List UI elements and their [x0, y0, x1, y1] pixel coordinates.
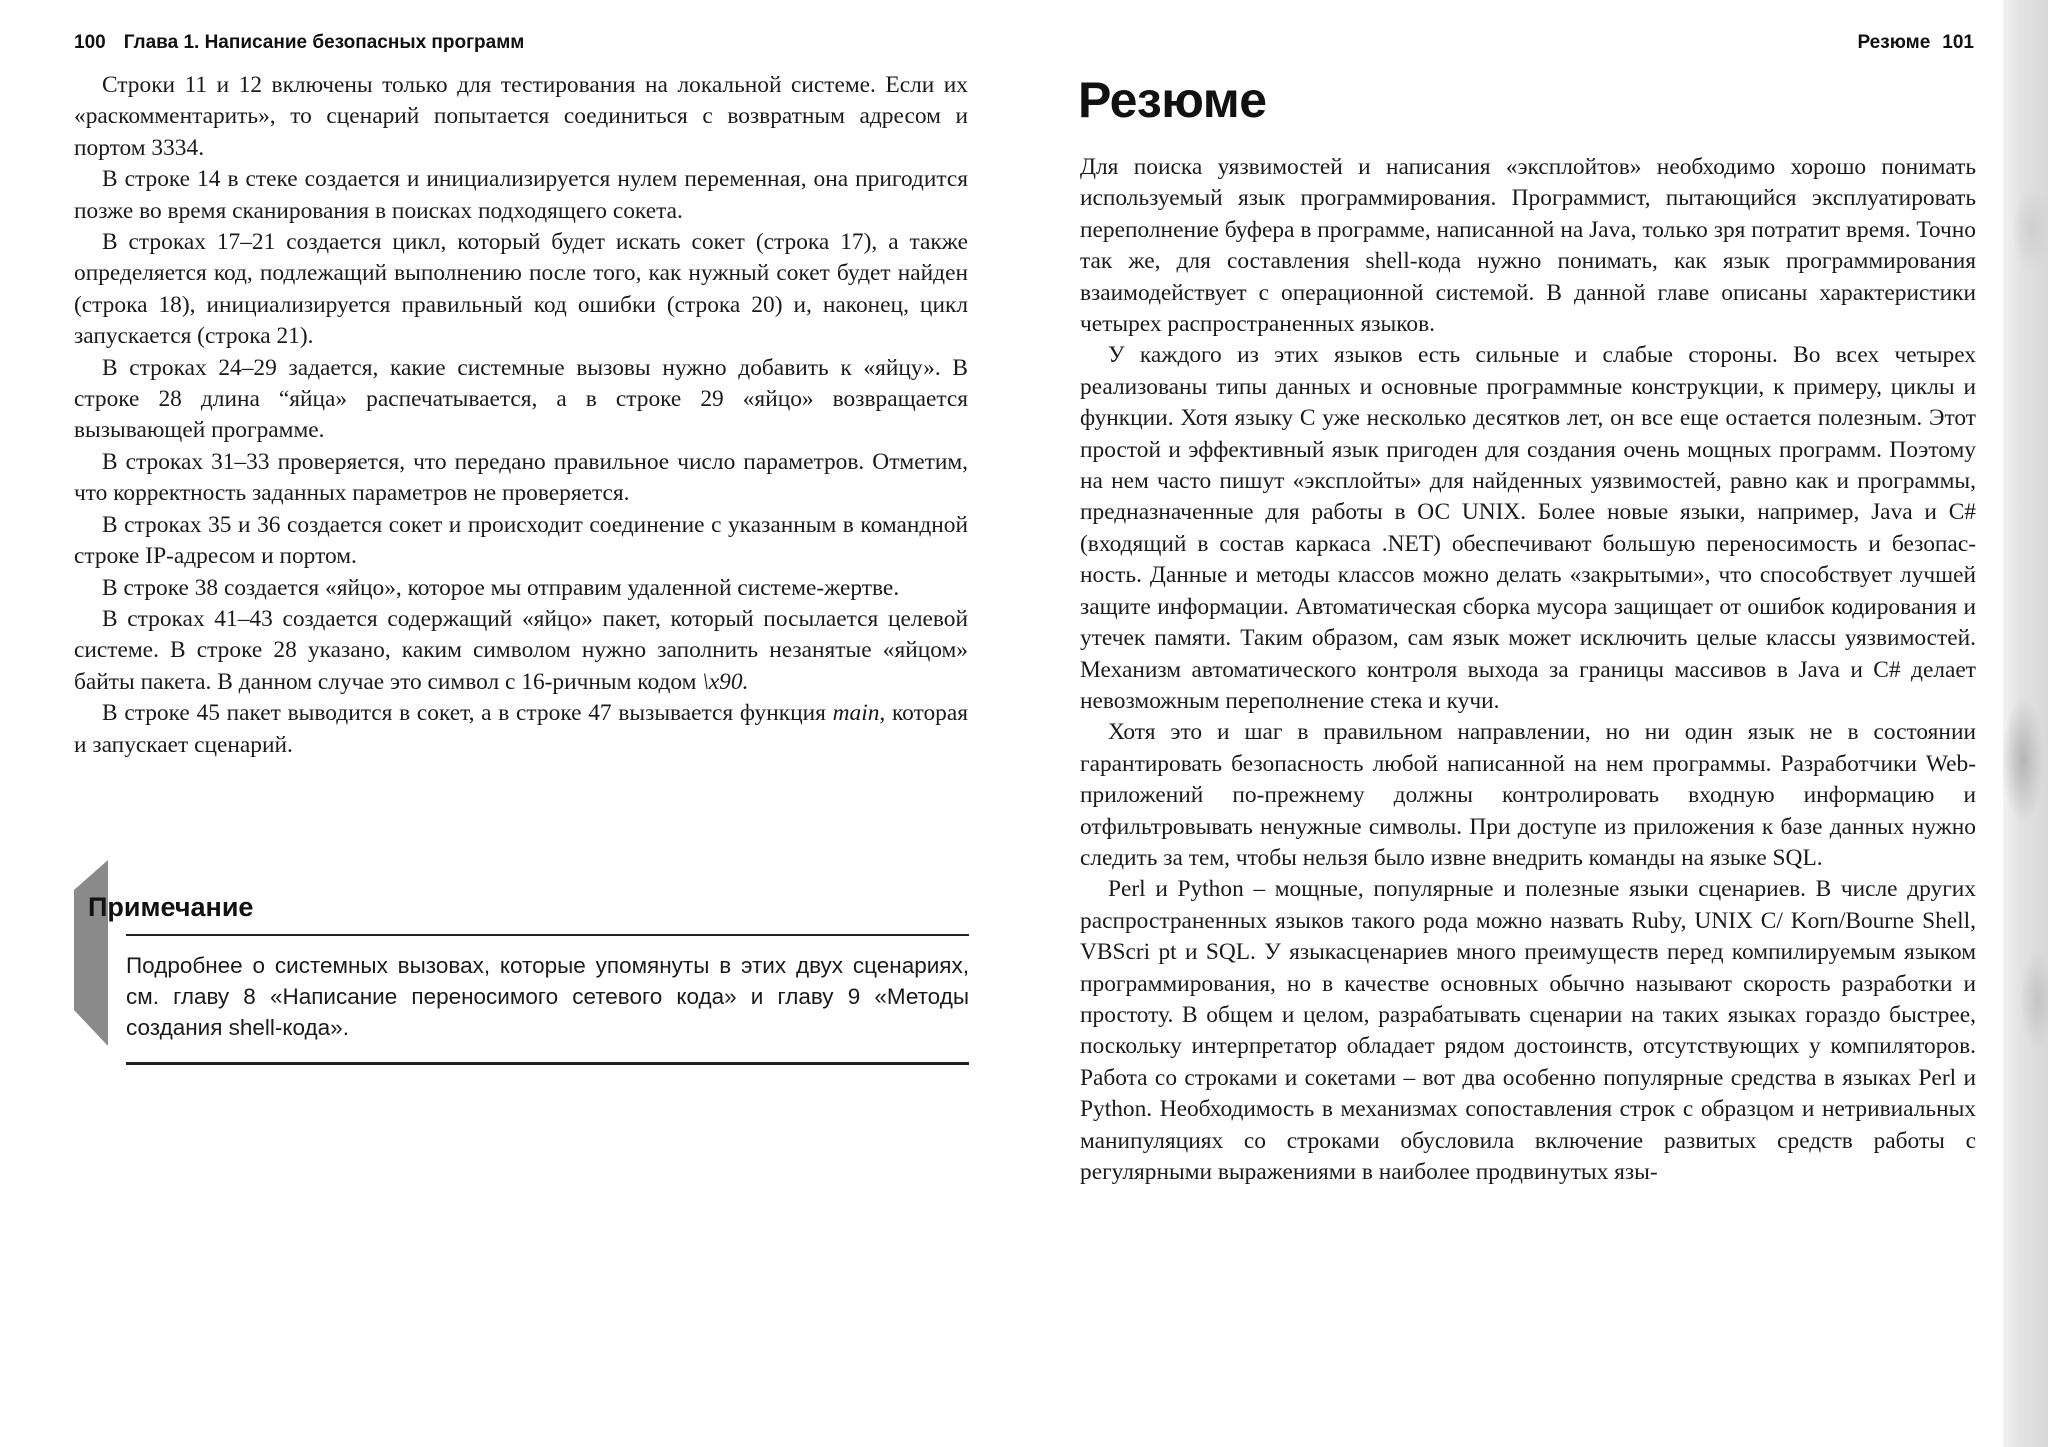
right-page-number: 101 [1942, 32, 1974, 53]
right-section-title: Резюме [1857, 32, 1931, 53]
right-page-text [1080, 152, 1976, 1188]
paragraph-text: В строках 41–43 создается содержащий «яйцо» пакет, который посылается целевой системе. В строке 28 указано, каким символом нужно заполнить незанятые «яйцом» байты пакета. В данном случае это символ с 16-ричным кодом [74, 605, 968, 695]
paragraph: В строке 38 создается «яйцо», которое мы отправим удаленной системе-жертве. [102, 574, 900, 601]
note-body: Подробнее о системных вызовах, которые упомянуты в этих двух сценариях, см. главу 8 «Написание переносимого сетевого кода» и главу 9 «Методы создания shell-кода». [126, 953, 969, 1040]
paragraph: Perl и Python – мощные, популярные и полезные языки сценариев. В числе других распространенных языков такого рода можно назвать Ruby, UNIX C/ Korn/Bourne Shell, VBScri pt и SQL. У языкасценариев много преимуществ перед компилируемым языком программирования, но в качестве основных обычно называют скорость разработки и простоту. В общем и целом, разрабатывать сценарии на таких языках гораздо быстрее, поскольку интерпретатор обладает рядом достоинств, отсутствующих у компиляторов. Работа со строками и сокетами – вот два особенно популярные средства в языках Perl и Python. Необходимость в механизмах сопоставления строк с образцом и нетривиальных манипуляциях со строками обусловила включение развитых средств работы с регулярными выражениями в наиболее продвинутых язы- [1080, 876, 1976, 1185]
note-top-rule [126, 934, 969, 936]
right-running-head [1857, 28, 1974, 58]
page-edge-photo [2003, 0, 2048, 1447]
paragraph [74, 698, 968, 761]
paragraph: В строках 35 и 36 создается сокет и происходит соединение с указанным в командной строке IP-адресом и портом. [74, 511, 968, 570]
code-main: main [832, 700, 880, 727]
left-page-text [74, 70, 968, 761]
section-heading: Резюме [1078, 72, 1267, 128]
paragraph: В строках 17–21 создается цикл, который будет искать сокет (строка 17), а также определяется код, подлежащий выполнению после того, как нужный сокет будет найден (строка 18), инициализируется правильный код ошибки (строка 20) и, наконец, цикл запускается (строка 21). [74, 229, 968, 350]
paragraph: Для поиска уязвимостей и написания «эксплойтов» необходимо хорошо понимать используемый язык программирования. Программист, пытающийся эксплуатировать переполнение буфера в программе, написанной на Java, только зря потратит время. Точно так же, для составления shell-кода нужно понимать, как язык программирования взаимодействует с операционной системой. В данной главе описаны характеристики четырех распространенных языков. [1080, 154, 1976, 338]
note-title: Примечание [88, 892, 254, 922]
left-running-head [74, 28, 524, 58]
paragraph: В строке 14 в стеке создается и инициализируется нулем переменная, она пригодится позже во время сканирования в поисках подходящего сокета. [74, 166, 968, 224]
paragraph: В строках 31–33 проверяется, что передано правильное число параметров. Отметим, что корректность заданных параметров не проверяется. [74, 448, 968, 507]
paragraph-text: В строке 45 пакет выводится в сокет, а в строке 47 вызывается функция [102, 700, 826, 727]
note-bottom-rule [126, 1062, 969, 1065]
left-page-number: 100 [74, 32, 106, 53]
paragraph-tail: , которая и запускает сценарий. [74, 700, 968, 758]
paragraph: У каждого из этих языков есть сильные и слабые стороны. Во всех четырех реализованы типы данных и основные программные конструкции, к примеру, циклы и функции. Хотя языку С уже несколько десятков лет, он все еще остается полезным. Этот простой и эффективный язык пригоден для создания очень мощных программ. Поэтому на нем часто пишут «эксплойты» для найденных уязвимостей, равно как и программы, предназначенные для работы в ОС UNIX. Более новые языки, например, Java и C# (входящий в состав каркаса .NET) обеспечивают большую переносимость и безопасность. Данные и методы классов можно делать «закрытыми», что способствует лучшей защите информации. Автоматическая сборка мусора защищает от ошибок кодирования и утечек памяти. Таким образом, сам язык может исключить целые классы уязвимостей. Механизм автоматического контроля выхода за границы массивов в Java и C# делает невозможным переполнение стека и кучи. [1080, 342, 1976, 714]
code-x90: \x90. [702, 668, 749, 695]
paragraph [74, 604, 968, 698]
paragraph: Строки 11 и 12 включены только для тестирования на локальной системе. Если их «раскомментарить», то сценарий попытается соединиться с возвратным адресом и портом 3334. [74, 72, 968, 161]
left-chapter-title: Глава 1. Написание безопасных программ [123, 32, 525, 53]
note-marker-icon [74, 860, 108, 1046]
note-box [74, 860, 969, 1065]
paragraph: Хотя это и шаг в правильном направлении, но ни один язык не в состоянии гарантировать безопасность любой написанной на нем программы. Разработчики Web-приложений по-прежнему должны контролировать входную информацию и отфильтровывать ненужные символы. При доступе из приложения к базе данных нужно следить за тем, чтобы нельзя было извне внедрить команды на языке SQL. [1080, 719, 1976, 871]
paragraph: В строках 24–29 задается, какие системные вызовы нужно добавить к «яйцу». В строке 28 длина “яйца» распечатывается, а в строке 29 «яйцо» возвращается вызывающей программе. [74, 354, 968, 444]
